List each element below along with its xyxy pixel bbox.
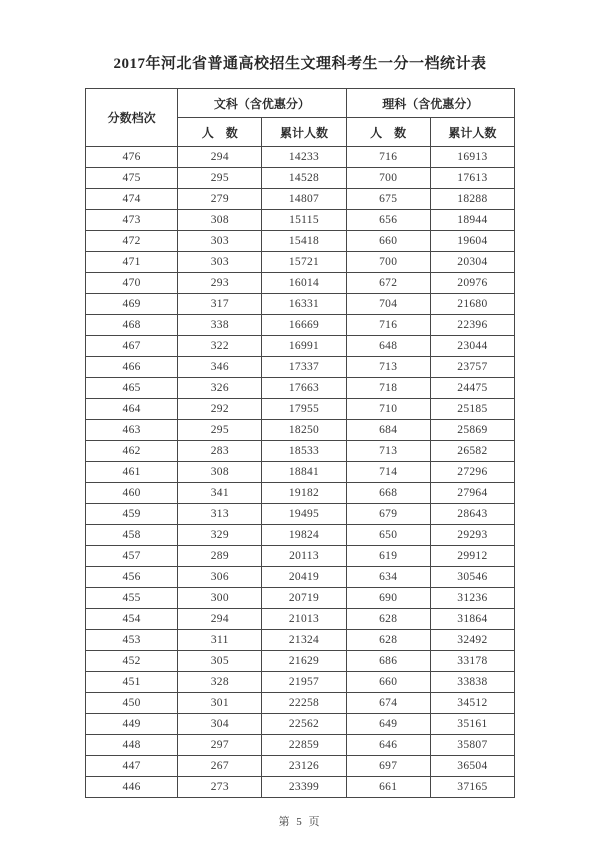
cell-li-cumulative: 35161: [430, 714, 514, 735]
cell-score-level: 465: [86, 378, 178, 399]
cell-wen-count: 338: [178, 315, 262, 336]
header-score-level: 分数档次: [86, 89, 178, 147]
header-wen-count: 人 数: [178, 118, 262, 147]
header-row-groups: [86, 89, 515, 118]
cell-score-level: 452: [86, 651, 178, 672]
cell-li-cumulative: 27964: [430, 483, 514, 504]
cell-wen-cumulative: 21629: [262, 651, 346, 672]
cell-wen-count: 273: [178, 777, 262, 798]
cell-wen-count: 294: [178, 147, 262, 168]
cell-li-count: 661: [346, 777, 430, 798]
cell-wen-count: 279: [178, 189, 262, 210]
cell-score-level: 446: [86, 777, 178, 798]
table-row: [86, 210, 515, 231]
cell-score-level: 455: [86, 588, 178, 609]
cell-score-level: 467: [86, 336, 178, 357]
cell-wen-count: 295: [178, 420, 262, 441]
cell-wen-count: 303: [178, 252, 262, 273]
cell-score-level: 460: [86, 483, 178, 504]
table-row: [86, 294, 515, 315]
cell-score-level: 448: [86, 735, 178, 756]
cell-score-level: 462: [86, 441, 178, 462]
cell-wen-cumulative: 14807: [262, 189, 346, 210]
cell-wen-count: 305: [178, 651, 262, 672]
cell-li-count: 700: [346, 168, 430, 189]
cell-li-count: 649: [346, 714, 430, 735]
cell-wen-count: 283: [178, 441, 262, 462]
table-row: [86, 525, 515, 546]
cell-wen-cumulative: 17663: [262, 378, 346, 399]
cell-wen-cumulative: 21013: [262, 609, 346, 630]
cell-score-level: 470: [86, 273, 178, 294]
cell-li-count: 716: [346, 147, 430, 168]
cell-li-cumulative: 28643: [430, 504, 514, 525]
cell-wen-count: 301: [178, 693, 262, 714]
table-row: [86, 483, 515, 504]
table-row: [86, 399, 515, 420]
header-liberal-arts-group: 文科（含优惠分）: [178, 89, 346, 118]
cell-wen-count: 295: [178, 168, 262, 189]
table-row: [86, 609, 515, 630]
cell-score-level: 473: [86, 210, 178, 231]
table-row: [86, 630, 515, 651]
cell-wen-count: 297: [178, 735, 262, 756]
cell-li-count: 660: [346, 231, 430, 252]
cell-wen-cumulative: 15418: [262, 231, 346, 252]
cell-wen-count: 329: [178, 525, 262, 546]
cell-li-count: 713: [346, 441, 430, 462]
table-row: [86, 252, 515, 273]
cell-wen-cumulative: 18250: [262, 420, 346, 441]
cell-wen-cumulative: 19824: [262, 525, 346, 546]
cell-li-cumulative: 26582: [430, 441, 514, 462]
cell-wen-cumulative: 19182: [262, 483, 346, 504]
cell-li-count: 674: [346, 693, 430, 714]
table-row: [86, 651, 515, 672]
cell-wen-cumulative: 14233: [262, 147, 346, 168]
cell-wen-cumulative: 14528: [262, 168, 346, 189]
cell-li-count: 646: [346, 735, 430, 756]
cell-score-level: 450: [86, 693, 178, 714]
cell-li-count: 718: [346, 378, 430, 399]
cell-wen-cumulative: 16669: [262, 315, 346, 336]
cell-wen-cumulative: 19495: [262, 504, 346, 525]
cell-wen-cumulative: 15721: [262, 252, 346, 273]
cell-li-cumulative: 16913: [430, 147, 514, 168]
cell-score-level: 454: [86, 609, 178, 630]
cell-li-cumulative: 27296: [430, 462, 514, 483]
table-row: [86, 420, 515, 441]
table-body: [86, 147, 515, 798]
cell-score-level: 469: [86, 294, 178, 315]
table-row: [86, 504, 515, 525]
table-row: [86, 756, 515, 777]
cell-wen-count: 267: [178, 756, 262, 777]
cell-li-count: 660: [346, 672, 430, 693]
cell-score-level: 451: [86, 672, 178, 693]
table-row: [86, 693, 515, 714]
cell-score-level: 471: [86, 252, 178, 273]
cell-li-count: 704: [346, 294, 430, 315]
cell-li-cumulative: 25869: [430, 420, 514, 441]
cell-wen-count: 317: [178, 294, 262, 315]
table-row: [86, 672, 515, 693]
cell-li-count: 679: [346, 504, 430, 525]
cell-wen-count: 294: [178, 609, 262, 630]
cell-li-cumulative: 19604: [430, 231, 514, 252]
header-li-count: 人 数: [346, 118, 430, 147]
cell-wen-count: 304: [178, 714, 262, 735]
cell-li-cumulative: 25185: [430, 399, 514, 420]
cell-li-count: 684: [346, 420, 430, 441]
cell-wen-cumulative: 21957: [262, 672, 346, 693]
cell-li-cumulative: 20304: [430, 252, 514, 273]
cell-score-level: 466: [86, 357, 178, 378]
table-row: [86, 462, 515, 483]
cell-wen-cumulative: 23126: [262, 756, 346, 777]
cell-li-count: 690: [346, 588, 430, 609]
cell-li-count: 697: [346, 756, 430, 777]
cell-li-cumulative: 18944: [430, 210, 514, 231]
cell-score-level: 463: [86, 420, 178, 441]
cell-wen-count: 308: [178, 462, 262, 483]
cell-score-level: 447: [86, 756, 178, 777]
cell-li-count: 714: [346, 462, 430, 483]
cell-score-level: 449: [86, 714, 178, 735]
table-row: [86, 588, 515, 609]
cell-li-count: 628: [346, 630, 430, 651]
cell-li-count: 634: [346, 567, 430, 588]
cell-li-cumulative: 21680: [430, 294, 514, 315]
cell-li-cumulative: 32492: [430, 630, 514, 651]
cell-wen-cumulative: 20719: [262, 588, 346, 609]
cell-li-count: 675: [346, 189, 430, 210]
cell-li-count: 716: [346, 315, 430, 336]
table-header: [86, 89, 515, 147]
score-distribution-table: [85, 88, 515, 798]
cell-li-count: 713: [346, 357, 430, 378]
table-row: [86, 189, 515, 210]
cell-wen-cumulative: 22859: [262, 735, 346, 756]
cell-li-count: 650: [346, 525, 430, 546]
cell-li-count: 672: [346, 273, 430, 294]
cell-wen-count: 326: [178, 378, 262, 399]
cell-li-cumulative: 23757: [430, 357, 514, 378]
table-row: [86, 231, 515, 252]
cell-li-count: 686: [346, 651, 430, 672]
cell-wen-count: 311: [178, 630, 262, 651]
table-row: [86, 735, 515, 756]
table-row: [86, 546, 515, 567]
cell-wen-count: 292: [178, 399, 262, 420]
cell-wen-count: 289: [178, 546, 262, 567]
cell-wen-cumulative: 21324: [262, 630, 346, 651]
cell-li-cumulative: 30546: [430, 567, 514, 588]
table-row: [86, 273, 515, 294]
table-row: [86, 315, 515, 336]
cell-li-cumulative: 31236: [430, 588, 514, 609]
cell-wen-count: 303: [178, 231, 262, 252]
cell-li-count: 668: [346, 483, 430, 504]
cell-wen-count: 328: [178, 672, 262, 693]
header-science-group: 理科（含优惠分）: [346, 89, 514, 118]
cell-wen-cumulative: 16014: [262, 273, 346, 294]
cell-score-level: 458: [86, 525, 178, 546]
cell-li-cumulative: 23044: [430, 336, 514, 357]
cell-score-level: 464: [86, 399, 178, 420]
page-number: 第 5 页: [278, 816, 322, 828]
cell-score-level: 476: [86, 147, 178, 168]
cell-li-count: 656: [346, 210, 430, 231]
cell-li-count: 619: [346, 546, 430, 567]
cell-wen-count: 293: [178, 273, 262, 294]
cell-score-level: 457: [86, 546, 178, 567]
table-row: [86, 567, 515, 588]
table-row: [86, 777, 515, 798]
cell-wen-cumulative: 22562: [262, 714, 346, 735]
cell-wen-count: 308: [178, 210, 262, 231]
header-li-cumulative: 累计人数: [430, 118, 514, 147]
cell-li-cumulative: 33178: [430, 651, 514, 672]
page-title: 2017年河北省普通高校招生文理科考生一分一档统计表: [113, 56, 487, 72]
table-row: [86, 168, 515, 189]
table-row: [86, 441, 515, 462]
cell-wen-count: 322: [178, 336, 262, 357]
cell-li-cumulative: 36504: [430, 756, 514, 777]
table-row: [86, 147, 515, 168]
cell-wen-cumulative: 16331: [262, 294, 346, 315]
cell-li-cumulative: 34512: [430, 693, 514, 714]
cell-wen-count: 341: [178, 483, 262, 504]
cell-li-cumulative: 35807: [430, 735, 514, 756]
cell-wen-cumulative: 20419: [262, 567, 346, 588]
cell-li-cumulative: 29912: [430, 546, 514, 567]
table-row: [86, 378, 515, 399]
cell-wen-cumulative: 15115: [262, 210, 346, 231]
cell-wen-cumulative: 23399: [262, 777, 346, 798]
cell-li-cumulative: 37165: [430, 777, 514, 798]
cell-score-level: 474: [86, 189, 178, 210]
cell-wen-cumulative: 16991: [262, 336, 346, 357]
cell-wen-cumulative: 18841: [262, 462, 346, 483]
cell-li-count: 628: [346, 609, 430, 630]
cell-wen-cumulative: 20113: [262, 546, 346, 567]
cell-score-level: 453: [86, 630, 178, 651]
cell-wen-count: 346: [178, 357, 262, 378]
cell-li-cumulative: 29293: [430, 525, 514, 546]
cell-li-cumulative: 24475: [430, 378, 514, 399]
table-row: [86, 714, 515, 735]
cell-li-count: 700: [346, 252, 430, 273]
table-row: [86, 357, 515, 378]
cell-li-cumulative: 22396: [430, 315, 514, 336]
cell-score-level: 456: [86, 567, 178, 588]
cell-li-count: 710: [346, 399, 430, 420]
cell-score-level: 461: [86, 462, 178, 483]
header-wen-cumulative: 累计人数: [262, 118, 346, 147]
cell-wen-cumulative: 18533: [262, 441, 346, 462]
cell-wen-cumulative: 17955: [262, 399, 346, 420]
cell-li-cumulative: 31864: [430, 609, 514, 630]
cell-li-cumulative: 20976: [430, 273, 514, 294]
cell-li-cumulative: 17613: [430, 168, 514, 189]
cell-li-cumulative: 18288: [430, 189, 514, 210]
cell-score-level: 475: [86, 168, 178, 189]
cell-score-level: 459: [86, 504, 178, 525]
cell-score-level: 472: [86, 231, 178, 252]
cell-score-level: 468: [86, 315, 178, 336]
cell-li-count: 648: [346, 336, 430, 357]
cell-wen-count: 313: [178, 504, 262, 525]
cell-wen-cumulative: 22258: [262, 693, 346, 714]
table-row: [86, 336, 515, 357]
cell-wen-count: 306: [178, 567, 262, 588]
cell-wen-count: 300: [178, 588, 262, 609]
cell-wen-cumulative: 17337: [262, 357, 346, 378]
cell-li-cumulative: 33838: [430, 672, 514, 693]
